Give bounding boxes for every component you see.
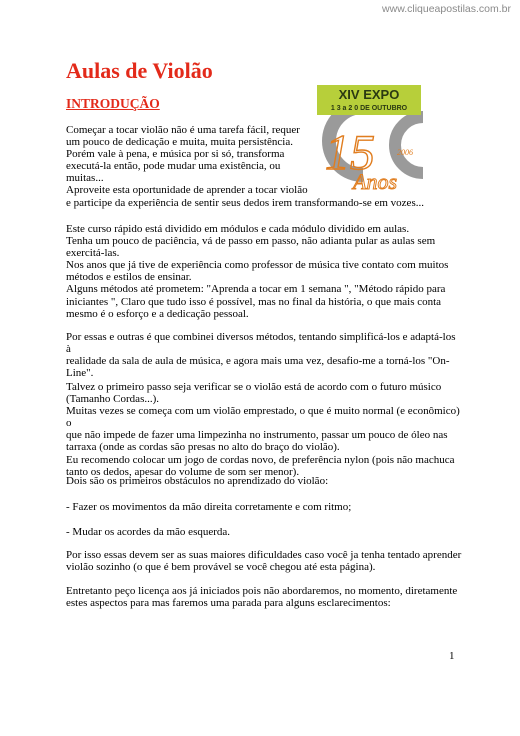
paragraph-intro: Começar a tocar violão não é uma tarefa fácil, requer um pouco de dedicação e muita, muita persistência. Porém vale à pena, e música por si só, transforma executá-la então, pode mudar uma existência, ou muitas... Aproveite esta oportunidade de aprender a tocar violão e participe da experiência de sentir seus dedos irem transformando-se em vozes... (66, 124, 424, 209)
paragraph-course: Este curso rápido está dividido em módulos e cada módulo dividido em aulas. Tenha um pouco de paciência, vá de passo em passo, não adianta pular as aulas sem exercitá-las. Nos anos que já tive de experiência como professor de música tive contato com muitos métodos e estilos de ensinar. Alguns métodos até prometem: "Aprenda a tocar em 1 semana ", "Método rápido para iniciantes ", Claro que tudo isso é possível, mas no final da história, o que mais conta mesmo é o esforço e a dedicação pessoal. (66, 223, 449, 320)
page-number: 1 (449, 650, 455, 662)
list-item-left-hand: - Mudar os acordes da mão esquerda. (66, 526, 231, 538)
paragraph-first-step: Talvez o primeiro passo seja verificar se o violão está de acordo com o futuro músico (Tamanho Cordas...). Muitas vezes se começa com um violão emprestado, o que é muito normal (e econômico) o que não impede de fazer uma limpezinha no instrumento, passar um pouco de óleo nas tarraxa (onde as cordas são presas no alto do braço do violão). Eu recomendo colocar um jogo de cordas novo, de preferência nylon (pois não machuca tanto os dedos, apesar do volume de som ser menor). (66, 381, 460, 478)
site-watermark: www.cliqueapostilas.com.br (382, 3, 511, 15)
logo-word: Anos (353, 169, 397, 194)
paragraph-difficulties: Por isso essas devem ser as suas maiores dificuldades caso você ja tenha tentado aprender violão sozinho (o que é bem provável se você chegou até esta página). (66, 549, 462, 574)
logo-number: 15 (325, 124, 375, 180)
logo-line1: XIV EXPO (338, 87, 400, 102)
logo-year: 2006 (397, 148, 413, 157)
paragraph-methods: Por essas e outras é que combinei diversos métodos, tentando simplificá-los e adaptá-los à realidade da sala de aula de música, e agora mais uma vez, desafio-me a torná-los "On- Line". (66, 331, 456, 380)
paragraph-clarifications: Entretanto peço licença aos já iniciados pois não abordaremos, no momento, diretamente estes aspectos para mas faremos uma parada para alguns esclarecimentos: (66, 585, 458, 610)
page-title: Aulas de Violão (66, 58, 213, 83)
logo-line2: 1 3 a 2 0 DE OUTUBRO (330, 105, 408, 112)
section-heading: INTRODUÇÃO (66, 96, 160, 111)
list-item-right-hand: - Fazer os movimentos da mão direita corretamente e com ritmo; (66, 501, 352, 513)
paragraph-obstacles: Dois são os primeiros obstáculos no aprendizado do violão: (66, 475, 329, 487)
